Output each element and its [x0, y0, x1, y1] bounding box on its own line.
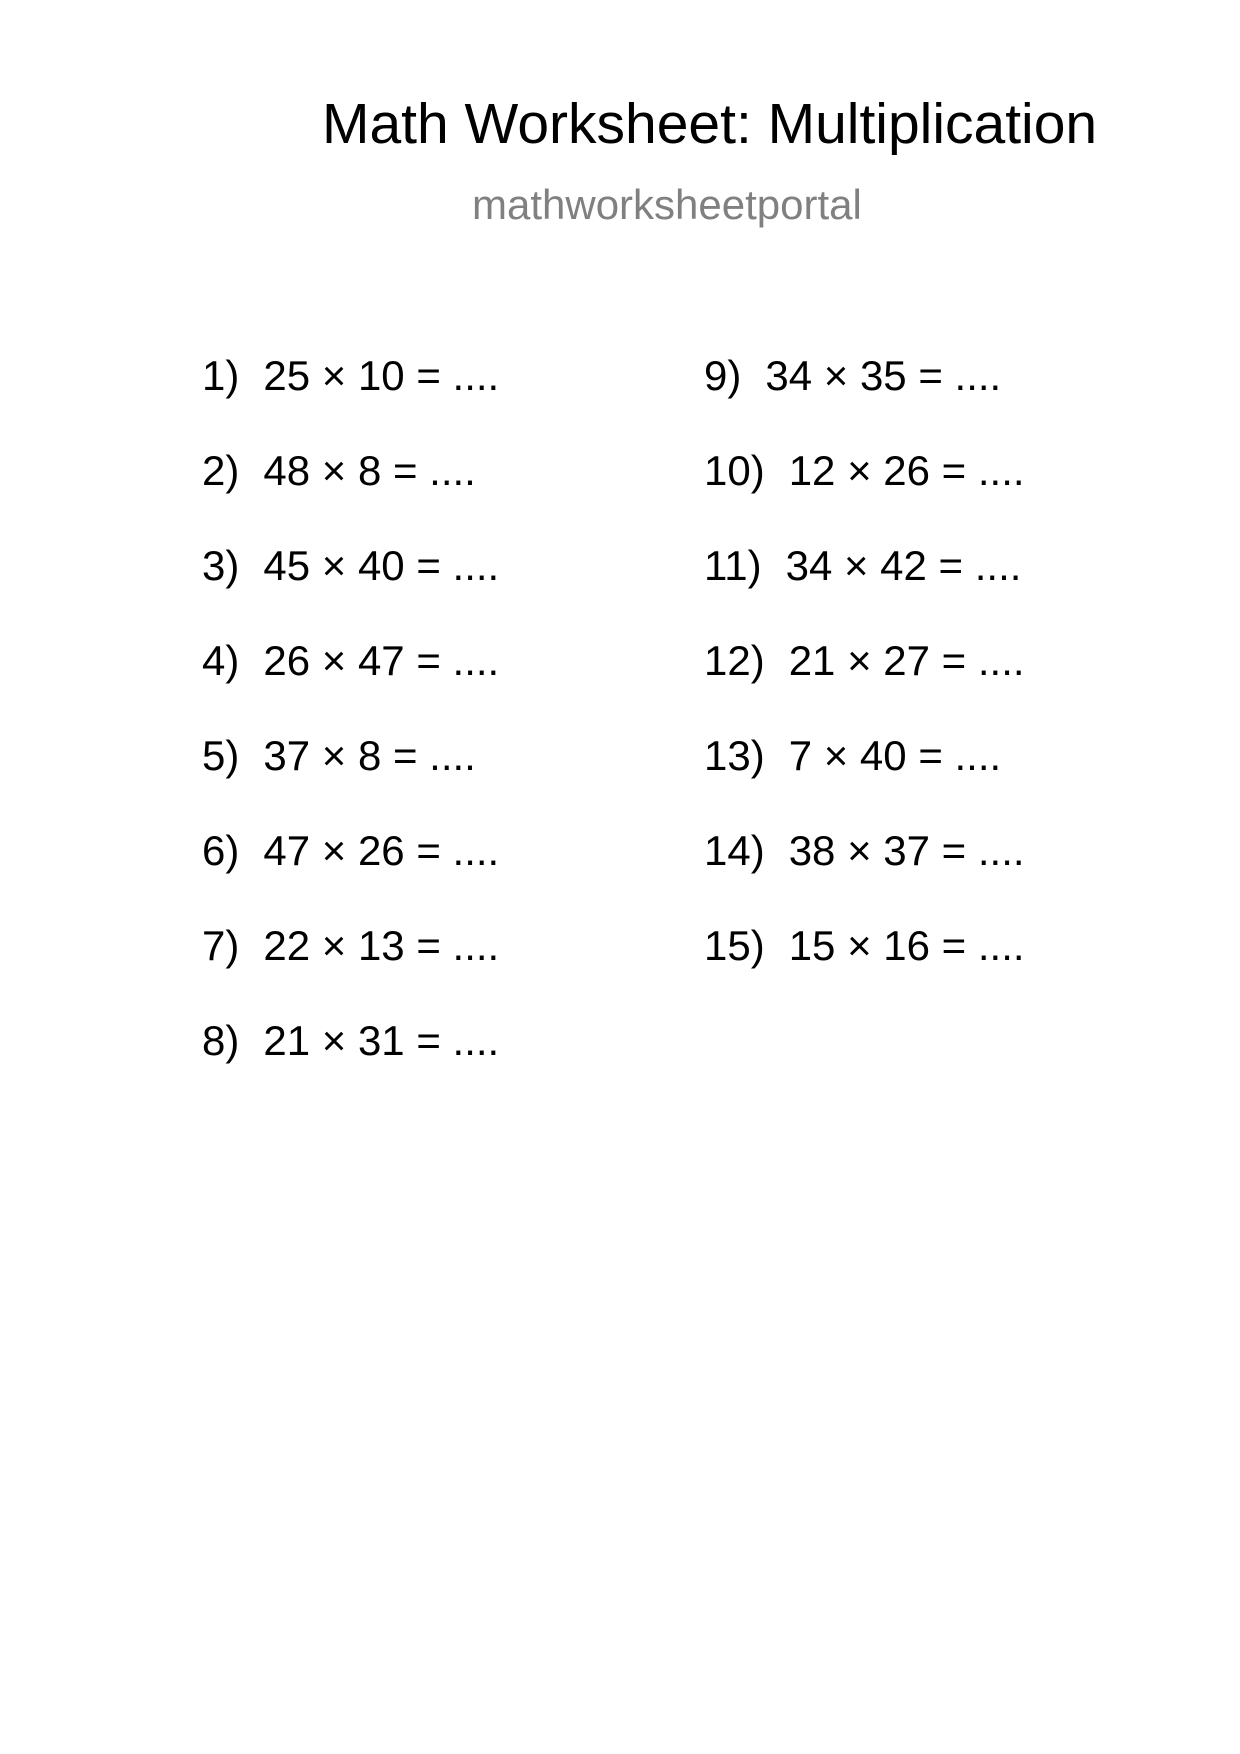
problem-item: [202, 637, 499, 732]
problem-number: 8): [202, 1017, 240, 1064]
problem-item: [202, 1017, 499, 1112]
page-subtitle: mathworksheetportal: [472, 181, 862, 228]
problem-item: [202, 827, 499, 922]
problem-number: 1): [202, 352, 240, 399]
problem-item: [704, 922, 1025, 1017]
problem-number: 2): [202, 447, 240, 494]
problem-item: [202, 352, 499, 447]
problem-number: 12): [704, 637, 765, 684]
problem-item: [704, 447, 1025, 542]
problem-expression: 26 × 47 = ....: [263, 637, 500, 684]
problem-expression: 38 × 37 = ....: [788, 827, 1025, 874]
problem-number: 11): [704, 542, 762, 589]
problem-number: 10): [704, 447, 765, 494]
problem-item: [704, 637, 1025, 732]
problem-expression: 21 × 31 = ....: [263, 1017, 500, 1064]
problem-item: [202, 732, 499, 827]
problem-number: 13): [704, 732, 765, 779]
problem-item: [704, 542, 1025, 637]
problem-expression: 48 × 8 = ....: [263, 447, 476, 494]
problem-item: [202, 542, 499, 637]
page-title: Math Worksheet: Multiplication: [322, 92, 1098, 156]
problem-expression: 7 × 40 = ....: [788, 732, 1002, 779]
problem-expression: 21 × 27 = ....: [788, 637, 1025, 684]
problem-expression: 45 × 40 = ....: [263, 542, 500, 589]
problem-number: 15): [704, 922, 765, 969]
problem-number: 7): [202, 922, 240, 969]
problem-number: 9): [704, 352, 742, 399]
problem-number: 5): [202, 732, 240, 779]
problem-item: [704, 732, 1025, 827]
problem-column-right: [704, 352, 1025, 1017]
problem-expression: 12 × 26 = ....: [788, 447, 1025, 494]
problem-item: [202, 922, 499, 1017]
problem-number: 14): [704, 827, 765, 874]
problem-number: 4): [202, 637, 240, 684]
problem-item: [704, 352, 1025, 447]
problem-item: [202, 447, 499, 542]
problem-expression: 25 × 10 = ....: [263, 352, 500, 399]
problem-expression: 22 × 13 = ....: [263, 922, 500, 969]
problem-number: 6): [202, 827, 240, 874]
problem-expression: 37 × 8 = ....: [263, 732, 476, 779]
problem-column-left: [202, 352, 499, 1112]
problem-item: [704, 827, 1025, 922]
problem-expression: 34 × 35 = ....: [765, 352, 1002, 399]
problem-expression: 47 × 26 = ....: [263, 827, 500, 874]
problem-expression: 15 × 16 = ....: [788, 922, 1025, 969]
problem-number: 3): [202, 542, 240, 589]
problem-expression: 34 × 42 = ....: [785, 542, 1022, 589]
